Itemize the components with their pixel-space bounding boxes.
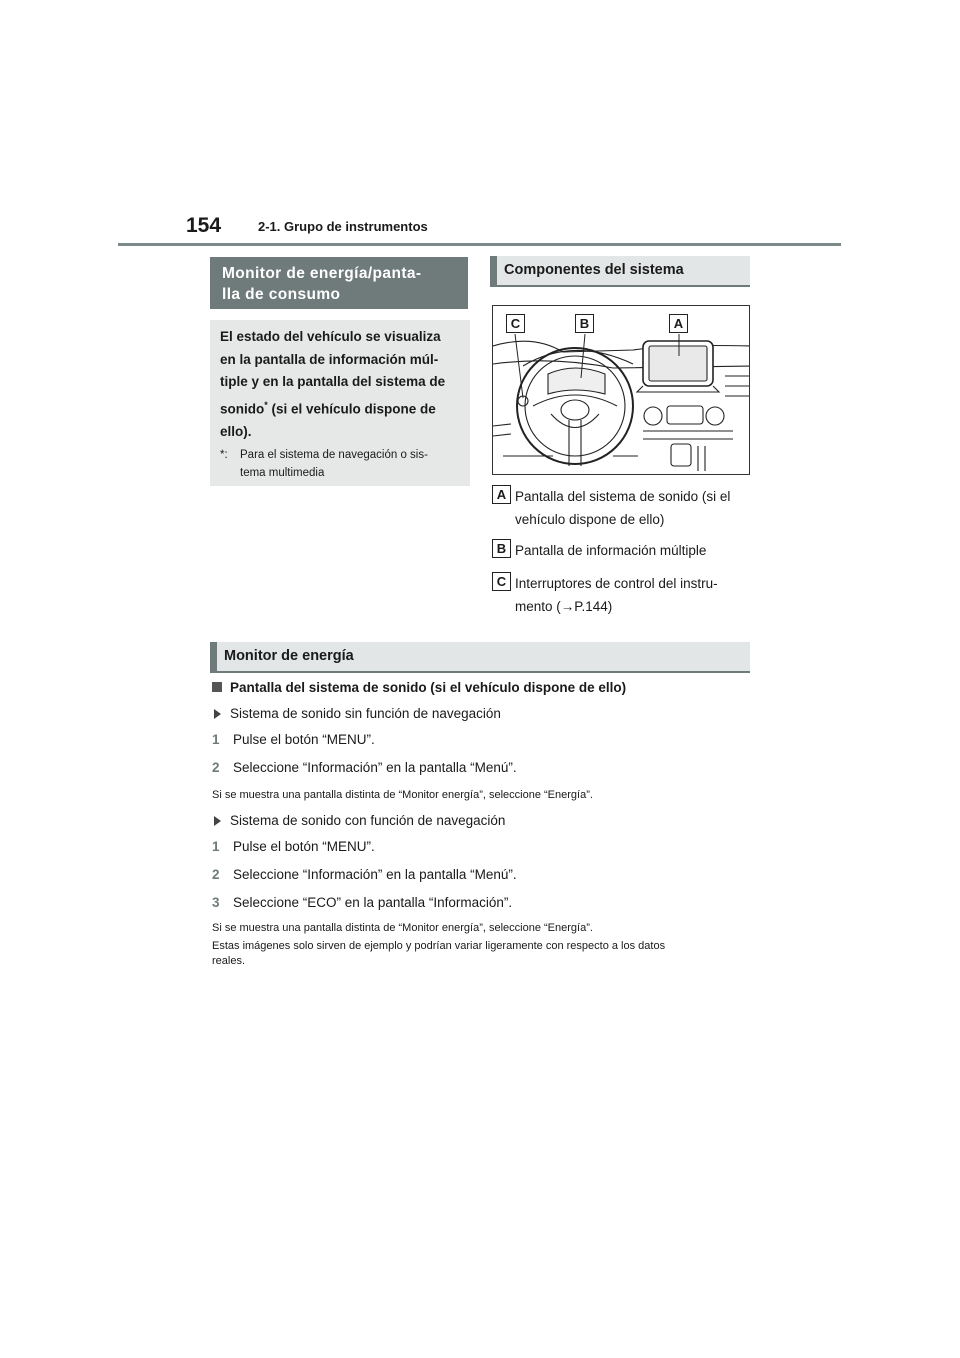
legend-text: Interruptores de control del instru- xyxy=(515,576,718,591)
group-title-text: Sistema de sonido con función de navegación xyxy=(230,813,506,828)
intro-line: El estado del vehículo se visualiza xyxy=(220,329,441,344)
intro-line: en la pantalla de información múl- xyxy=(220,351,439,367)
legend-letter: C xyxy=(492,572,511,591)
figure-label-b: B xyxy=(575,314,594,333)
step-text: Seleccione “ECO” en la pantalla “Información”. xyxy=(233,895,513,910)
intro-line-rest: (si el vehículo dispone de xyxy=(267,401,436,416)
legend-text: Pantalla de información múltiple xyxy=(515,543,707,558)
legend-letter: A xyxy=(492,485,511,504)
note: Si se muestra una pantalla distinta de “Monitor energía”, seleccione “Energía”. xyxy=(212,789,593,801)
intro-box xyxy=(210,320,470,486)
intro-line xyxy=(220,394,458,421)
footnote xyxy=(220,447,458,482)
footnote-line1: Para el sistema de navegación o sis- xyxy=(240,449,428,461)
square-bullet-icon xyxy=(212,682,222,692)
section-title-box xyxy=(210,257,468,309)
intro-text xyxy=(220,326,458,443)
step-item xyxy=(212,867,517,882)
step-item xyxy=(212,895,512,910)
intro-line: ello). xyxy=(220,423,252,439)
step-text: Pulse el botón “MENU”. xyxy=(233,732,375,747)
dashboard-illustration xyxy=(492,305,750,475)
step-item xyxy=(212,732,375,747)
components-heading: Componentes del sistema xyxy=(490,256,750,287)
step-number: 3 xyxy=(212,895,220,910)
step-text: Seleccione “Información” en la pantalla “Menú”. xyxy=(233,760,517,775)
legend-item-c xyxy=(492,572,752,618)
triangle-bullet-icon xyxy=(214,709,221,719)
section-title-line1: Monitor de energía/panta- xyxy=(222,265,422,282)
running-header: 2-1. Grupo de instrumentos xyxy=(258,219,428,234)
legend-item-b xyxy=(492,539,752,562)
step-item xyxy=(212,760,517,775)
intro-word-sonido: sonido xyxy=(220,401,265,416)
figure-label-a: A xyxy=(669,314,688,333)
step-number: 1 xyxy=(212,839,220,854)
triangle-bullet-icon xyxy=(214,816,221,826)
subheading-text: Pantalla del sistema de sonido (si el vehículo dispone de ello) xyxy=(230,680,627,695)
group-title-text: Sistema de sonido sin función de navegación xyxy=(230,706,501,721)
footnote-star: * xyxy=(264,399,268,410)
step-item xyxy=(212,839,375,854)
legend-text: mento (→P.144) xyxy=(515,599,613,614)
disclaimer-line1: Estas imágenes solo sirven de ejemplo y podrían variar ligeramente con respecto a los datos xyxy=(212,940,666,952)
note: Si se muestra una pantalla distinta de “Monitor energía”, seleccione “Energía”. xyxy=(212,922,593,934)
step-number: 2 xyxy=(212,760,220,775)
footnote-line2: tema multimedia xyxy=(240,466,325,479)
page-number: 154 xyxy=(186,214,222,237)
step-number: 2 xyxy=(212,867,220,882)
figure-label-c: C xyxy=(506,314,525,333)
header-rule xyxy=(118,243,841,246)
step-text: Pulse el botón “MENU”. xyxy=(233,839,375,854)
section-title-line2: lla de consumo xyxy=(222,286,341,303)
legend-text: Pantalla del sistema de sonido (si el xyxy=(515,489,731,504)
footnote-mark: *: xyxy=(220,449,228,461)
legend-letter: B xyxy=(492,539,511,558)
intro-line: tiple y en la pantalla del sistema de xyxy=(220,374,446,389)
subheading xyxy=(212,680,626,695)
disclaimer-line2: reales. xyxy=(212,955,246,967)
step-text: Seleccione “Información” en la pantalla “Menú”. xyxy=(233,867,517,882)
group-title-with-nav xyxy=(214,813,505,828)
legend-item-a xyxy=(492,485,752,531)
energy-monitor-heading: Monitor de energía xyxy=(210,642,750,673)
legend-text: vehículo dispone de ello) xyxy=(515,512,665,527)
step-number: 1 xyxy=(212,732,220,747)
group-title-no-nav xyxy=(214,706,501,721)
dashboard-drawing xyxy=(493,306,750,475)
